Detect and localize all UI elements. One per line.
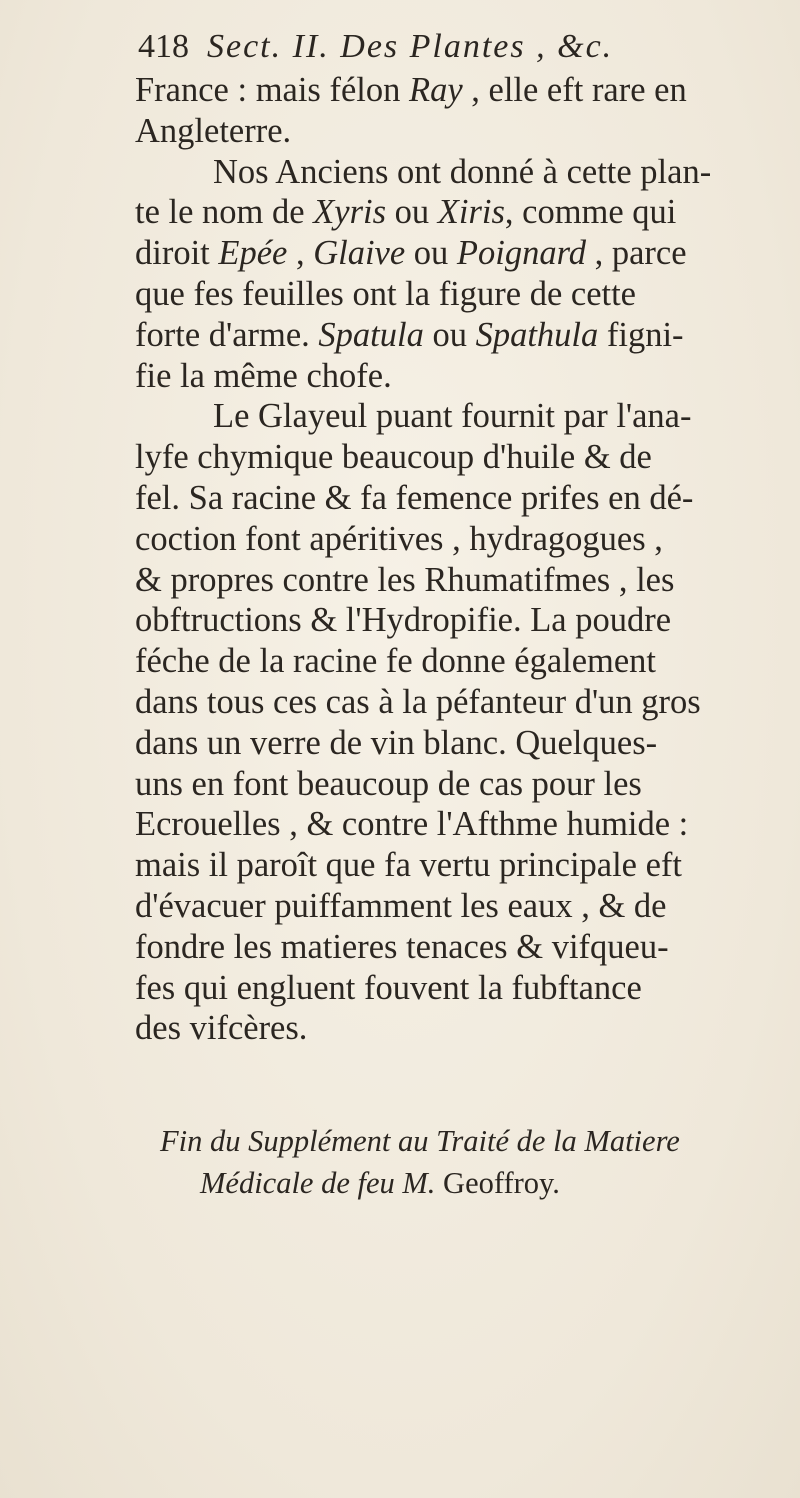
text-line	[135, 356, 790, 397]
text-line	[135, 192, 790, 233]
text-line	[135, 764, 790, 805]
text-line	[135, 233, 790, 274]
text-run: Geoffroy.	[435, 1166, 560, 1200]
page-number: 418	[138, 28, 189, 65]
text-line	[135, 70, 790, 111]
text-run: & propres contre les Rhumatifmes , les	[135, 560, 675, 599]
text-run: ou	[423, 315, 476, 354]
italic-text: Xyris	[313, 193, 387, 232]
text-line	[135, 641, 790, 682]
italic-text: Xiris	[437, 193, 505, 232]
text-line	[135, 152, 790, 193]
italic-text: Poignard	[456, 234, 586, 273]
text-line	[135, 968, 790, 1009]
running-header	[138, 28, 613, 66]
closing-note	[160, 1120, 780, 1204]
text-line	[135, 478, 790, 519]
text-line	[135, 845, 790, 886]
text-line	[135, 682, 790, 723]
text-line	[135, 927, 790, 968]
italic-text: Ray	[409, 71, 463, 109]
text-run: que fes feuilles ont la figure de cette	[135, 274, 636, 313]
italic-text: Glaive	[313, 234, 406, 273]
text-run: , parce	[585, 234, 687, 273]
text-run: , elle eft rare en	[462, 71, 687, 109]
text-line	[135, 804, 790, 845]
text-line	[135, 600, 790, 641]
text-line	[135, 560, 790, 601]
text-run: fondre les matieres tenaces & vifqueu-	[135, 927, 669, 966]
text-line	[135, 111, 790, 152]
text-run: Le Glayeul puant fournit par l'ana-	[213, 397, 692, 436]
text-run: forte d'arme.	[135, 315, 319, 354]
text-run: féche de la racine fe donne également	[135, 642, 657, 681]
text-line	[135, 1008, 790, 1049]
text-run: te le nom de	[135, 193, 314, 232]
italic-text: Spathula	[475, 315, 599, 354]
text-line	[160, 1162, 780, 1204]
text-run: dans un verre de vin blanc. Quelques-	[135, 723, 658, 762]
text-line	[135, 315, 790, 356]
text-run: d'évacuer puiffamment les eaux , & de	[135, 886, 667, 925]
text-run: ou	[405, 234, 457, 273]
text-run: Angleterre.	[135, 111, 292, 150]
text-run: fel. Sa racine & fa femence prifes en dé-	[135, 478, 694, 517]
text-run: des vifcères.	[135, 1009, 308, 1048]
text-run: fie la même chofe.	[135, 356, 392, 395]
text-run: figni-	[598, 315, 684, 354]
italic-text: Epée	[218, 234, 288, 273]
text-run: France : mais félon	[135, 71, 409, 109]
text-line	[135, 886, 790, 927]
text-line	[135, 723, 790, 764]
text-run: , comme qui	[504, 193, 677, 232]
text-line	[135, 396, 790, 437]
text-line	[135, 437, 790, 478]
text-run: Nos Anciens ont donné à cette plan-	[213, 152, 712, 191]
italic-text: Spatula	[318, 315, 424, 354]
text-run: Ecrouelles , & contre l'Afthme humide :	[135, 805, 689, 844]
text-run: ou	[386, 193, 438, 232]
text-line	[160, 1120, 780, 1162]
text-run: lyfe chymique beaucoup d'huile & de	[135, 438, 652, 477]
text-run: dans tous ces cas à la péfanteur d'un gros	[135, 682, 701, 721]
text-run: fes qui engluent fouvent la fubftance	[135, 968, 642, 1007]
text-line	[135, 274, 790, 315]
text-run: obftructions & l'Hydropifie. La poudre	[135, 601, 672, 640]
text-run: coction font apéritives , hydragogues ,	[135, 519, 663, 558]
text-run: diroit	[135, 234, 219, 273]
running-title: Sect. II. Des Plantes , &c.	[207, 28, 614, 65]
text-line	[135, 519, 790, 560]
text-run: mais il paroît que fa vertu principale eft	[135, 846, 682, 885]
text-run: ,	[287, 234, 314, 273]
body-text	[135, 70, 790, 1049]
italic-text: Médicale de feu M.	[200, 1166, 436, 1200]
text-run: uns en font beaucoup de cas pour les	[135, 764, 642, 803]
italic-text: Fin du Supplément au Traité de la Matiere	[160, 1124, 680, 1158]
